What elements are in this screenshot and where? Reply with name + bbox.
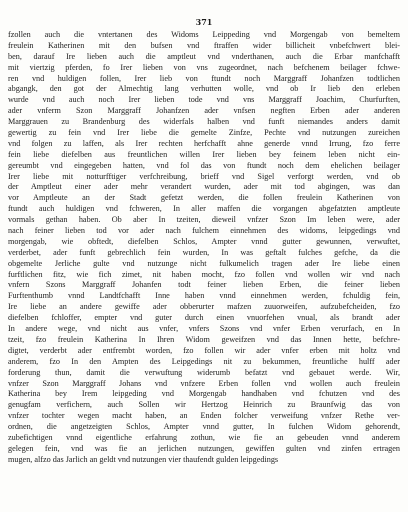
text-line: genugfam verfichern, auch Sollen wir Hertzog Heinrich zu Braunfwig das von <box>8 400 400 410</box>
text-line: vnfern Szons Marggraff Johanfen todt feiner lieben Erben, die feiner lieben <box>8 280 400 290</box>
text-line: Katherina bey Irem leipgeding vnd Morgengab handhaben vnd fchutzen vnd des <box>8 389 400 399</box>
text-line: abgangk, den got der Almechtig lang verhutten wolle, vnd ob Ir lieb den erleben <box>8 84 400 94</box>
text-line: fein liebe diefelben aus freuntlichen willen Irer lieben bey feinem leben nicht ein- <box>8 149 400 159</box>
text-line: mugen, alfzo das Jarlich an geldt vnd nutzungen vier thaufendt gulden leipgedings <box>8 454 279 464</box>
text-line: diefelben fchloffer, empter vnd guter durch einen vnuorfehen vnual, als brandt ader <box>8 313 400 323</box>
text-line: gewertig zu fein vnd Irer liebe die gemelte Zinfze, Pechte vnd nutzungen zureichen <box>8 128 400 138</box>
text-line: fzollen auch die vntertanen des Widoms Leippeding vnd Morgengab von bemeltem <box>8 30 400 39</box>
page-number: 371 <box>195 17 213 27</box>
text-line: gelegen fein, vnd was fie an jerlichen nutzungen, gewiffen gulten vnd zinfen ertragen <box>8 443 400 453</box>
text-line: wurde vnd auch noch Irer lieben tode vnd vns Marggraff Joachim, Churfurften, <box>8 95 400 105</box>
body-text <box>8 30 400 466</box>
text-line: ren vnd huldigen follen, Irer lieb von ftundt noch Marggraff Johanfzen todtlichen <box>8 73 400 83</box>
text-line: gereumbt vnd eingegeben hatten, vnd fol das von ftundt noch dem ehelichen beilager <box>8 160 400 170</box>
text-line: vnfzer Szon Marggraff Johans vnd vnfzere Erben follen vnd wollen auch freulein <box>8 378 400 388</box>
text-line: tzeit, fzo freulein Katherina In Ihren Widom geweifzen vnd das Innen hette, befchre- <box>8 334 400 344</box>
text-line: verderbet, ader funft gebrechlich fein wurden, In was geftalt fulches gefche, da die <box>8 247 400 257</box>
text-line: Irer liebe mit notturfftiger verfchreibung, brieff vnd Sigel verforgt werden, vnd ob <box>8 171 400 181</box>
text-line: vormals gethan haben. Ob aber In tzeiten, dieweil vnfzer Szon Im leben were, ader <box>8 215 400 225</box>
text-line: vnfzer tochter wegen macht haben, an Enden folcher verweifung vnfzer Rethe ver- <box>8 411 400 421</box>
text-line: obgemelte Jerliche gulte vnd nutzunge nicht fulkumelich tragen ader Ire liebe einen <box>8 258 400 268</box>
text-line: furftlichen fitz, wie fich zimet, nit haben mocht, fzo follen vnd wollen wir vnd nach <box>8 269 400 279</box>
text-line: zubefichtigen vnnd eigentliche erfahrung zothun, wie fie an gebeuden vnnd anderem <box>8 432 400 442</box>
text-line: Marggrauen zu Brandenburg des widerfals halben vnd funft niemandes anders damit <box>8 117 400 127</box>
text-line: Furftenthumb vnnd Landtfchafft Inne haben vnnd einnehmen werden, fchuldig fein, <box>8 291 400 301</box>
text-line: morgengab, wie obftedt, diefelben Schlos, Ampter vnnd gutter gewunnen, verwuftet, <box>8 236 400 246</box>
text-line: Ire liebe an andere gewiffe ader obberurter mafzen zuuorweifen, aufzubefcheiden, fzo <box>8 302 400 312</box>
text-line: mit viertzig pferden, fo Irer lieben von vns zugeordnet, nach befchenem beilager fchwe- <box>8 62 400 72</box>
text-line: forderung thun, damit die verwuftung widerumb befatzt vnd gebauet werde. Wir, <box>8 367 400 377</box>
text-line: der Amptleut einer ader mehr verandert wurden, ader mit tod abgingen, was dan <box>8 182 400 192</box>
text-line: vnd folgen zu laffen, als Irer rechten herfchafft ahne generde vnnd Irrung, fzo ferre <box>8 138 400 148</box>
text-line: In andere wege, vnd nicht aus vnfer, vnfers Szons vnd vnfer Erben verurfach, en In <box>8 324 400 334</box>
text-line: freulein Katherinen mit den bufsen vnd ftraffen wider billicheit vnbefchwert blei- <box>8 40 400 50</box>
text-line: ftundt auch huldigen vnd fchweren, In aller maffen die vorgangen abgefatzten amptleute <box>8 204 400 214</box>
text-line: anderem, fzo In den Ampten des Leipgedings nit zu bekummen, freuntliche hulff ader <box>8 356 400 366</box>
text-line: digtet, verderbt ader entfrembt worden, fzo follen wir ader vnfer erben mit holtz vnd <box>8 345 400 355</box>
text-line: ordnen, die angetzeigten Schlos, Ampter vnnd gutter, In fulchen Widom gehorendt, <box>8 422 400 432</box>
text-line: vor Amptleute an der Stadt gefetzt werden, die follen freulein Katherinen von <box>8 193 400 203</box>
text-line: ben, darauf Ire lieben auch die amptleut vnd vnderthanen, auch die Erbar manfchafft <box>8 51 400 61</box>
text-line: nach feiner lieben tod vor ader nach fulchem einnehmen des widoms, leipgedings vnd <box>8 226 400 236</box>
text-line: ader vnferm Szon Marggraff Johanfzen ader vnfsen negften Erben ader anderen <box>8 106 400 116</box>
